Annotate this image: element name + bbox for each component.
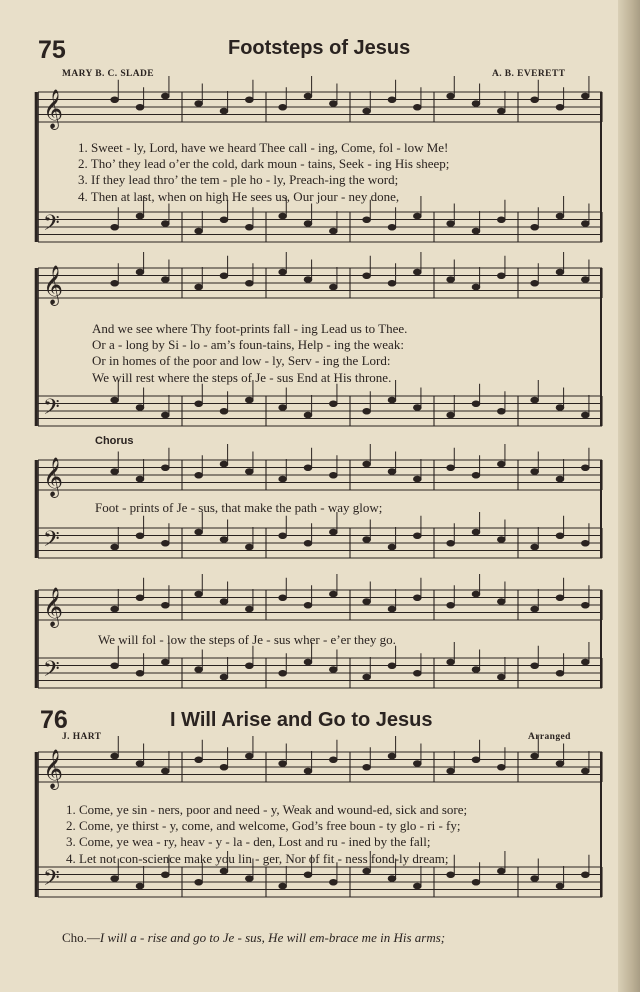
note-head <box>363 217 371 223</box>
note-head <box>388 224 396 230</box>
music-credit: A. B. EVERETT <box>492 69 566 79</box>
note-head <box>581 602 589 608</box>
note-head <box>413 405 421 411</box>
note-head <box>472 591 480 597</box>
note-head <box>245 280 253 286</box>
note-head <box>161 465 169 471</box>
verse-line: We will rest where the steps of Je - sus End at His throne. <box>92 369 392 385</box>
bass-clef: 𝄢 <box>43 527 60 557</box>
note-head <box>531 753 539 759</box>
note-head <box>581 659 589 665</box>
note-head <box>304 221 312 227</box>
note-head <box>136 269 144 275</box>
note-head <box>220 764 228 770</box>
note-head <box>111 469 119 475</box>
note-head <box>245 876 253 882</box>
verse-line: 2. Tho’ they lead o’er the cold, dark moun - tains, Seek - ing His sheep; <box>78 156 450 172</box>
note-head <box>363 408 371 414</box>
note-head <box>161 768 169 774</box>
note-head <box>161 93 169 99</box>
note-head <box>388 606 396 612</box>
note-head <box>329 228 337 234</box>
note-head <box>245 606 253 612</box>
treble-clef: 𝄞 <box>43 587 64 627</box>
note-head <box>220 408 228 414</box>
note-head <box>220 868 228 874</box>
note-head <box>161 277 169 283</box>
note-head <box>447 659 455 665</box>
verse-line: 4. Let not con-science make you lin - ger, Nor of fit - ness fond-ly dream; <box>66 850 449 866</box>
note-head <box>472 228 480 234</box>
note-head <box>195 228 203 234</box>
note-head <box>556 533 564 539</box>
verse-lyrics-part2 <box>92 321 407 386</box>
note-head <box>413 213 421 219</box>
note-head <box>304 465 312 471</box>
note-head <box>581 540 589 546</box>
note-head <box>329 401 337 407</box>
note-head <box>388 753 396 759</box>
note-head <box>111 280 119 286</box>
note-head <box>556 761 564 767</box>
treble-clef: 𝄞 <box>43 457 64 497</box>
note-head <box>447 412 455 418</box>
note-head <box>556 213 564 219</box>
note-head <box>497 764 505 770</box>
note-head <box>388 469 396 475</box>
note-head <box>413 883 421 889</box>
note-head <box>111 663 119 669</box>
note-head <box>447 465 455 471</box>
note-head <box>556 670 564 676</box>
note-head <box>497 108 505 114</box>
words-credit: MARY B. C. SLADE <box>62 69 155 79</box>
chorus-line-1: Foot - prints of Je - sus, that make the path - way glow; <box>95 500 383 515</box>
note-head <box>447 93 455 99</box>
note-head <box>329 284 337 290</box>
note-head <box>136 104 144 110</box>
note-head <box>531 224 539 230</box>
note-head <box>531 663 539 669</box>
note-head <box>447 540 455 546</box>
note-head <box>472 879 480 885</box>
note-head <box>136 533 144 539</box>
note-head <box>161 872 169 878</box>
hymn-title: Footsteps of Jesus <box>228 37 411 59</box>
note-head <box>472 472 480 478</box>
note-head <box>279 883 287 889</box>
note-head <box>413 476 421 482</box>
note-head <box>363 599 371 605</box>
note-head <box>531 606 539 612</box>
note-head <box>304 659 312 665</box>
note-head <box>195 472 203 478</box>
chorus-prefix: Cho.— <box>62 930 100 945</box>
note-head <box>363 674 371 680</box>
verse-line: 1. Come, ye sin - ners, poor and need - y, Weak and wound-ed, sick and sore; <box>66 802 468 817</box>
note-head <box>497 408 505 414</box>
note-head <box>245 663 253 669</box>
note-head <box>413 761 421 767</box>
note-head <box>304 412 312 418</box>
note-head <box>329 472 337 478</box>
chorus-line-2: We will fol - low the steps of Je - sus wher - e’er they go. <box>98 632 396 647</box>
note-head <box>531 876 539 882</box>
bass-clef: 𝄢 <box>43 211 60 241</box>
note-head <box>136 405 144 411</box>
hymn-number: 76 <box>40 706 68 734</box>
note-head <box>220 537 228 543</box>
note-head <box>556 595 564 601</box>
note-head <box>329 879 337 885</box>
verse-line: 4. Then at last, when on high He sees us, Our jour - ney done, <box>78 188 400 204</box>
note-head <box>413 104 421 110</box>
note-head <box>279 595 287 601</box>
note-head <box>447 277 455 283</box>
note-head <box>497 599 505 605</box>
chorus-footer <box>62 930 445 946</box>
note-head <box>111 544 119 550</box>
note-head <box>388 876 396 882</box>
note-head <box>329 101 337 107</box>
note-head <box>531 280 539 286</box>
note-head <box>581 93 589 99</box>
note-head <box>220 273 228 279</box>
note-head <box>581 221 589 227</box>
note-head <box>329 667 337 673</box>
note-head <box>279 269 287 275</box>
bass-clef: 𝄢 <box>43 657 60 687</box>
note-head <box>195 757 203 763</box>
note-head <box>111 224 119 230</box>
note-head <box>245 224 253 230</box>
note-head <box>195 879 203 885</box>
note-head <box>245 397 253 403</box>
note-head <box>195 401 203 407</box>
note-head <box>388 97 396 103</box>
note-head <box>472 284 480 290</box>
note-head <box>304 540 312 546</box>
note-head <box>195 529 203 535</box>
note-head <box>279 213 287 219</box>
verse-lyrics-part1 <box>78 140 449 205</box>
note-head <box>161 412 169 418</box>
note-head <box>447 221 455 227</box>
verse-line: 1. Sweet - ly, Lord, have we heard Thee call - ing, Come, fol - low Me! <box>78 140 449 155</box>
note-head <box>136 476 144 482</box>
note-head <box>388 397 396 403</box>
note-head <box>447 602 455 608</box>
note-head <box>220 674 228 680</box>
verse-line: 3. If they lead thro’ the tem - ple ho - ly, Preach-ing the word; <box>78 172 399 188</box>
note-head <box>304 602 312 608</box>
note-head <box>388 663 396 669</box>
note-head <box>161 659 169 665</box>
note-head <box>531 97 539 103</box>
treble-clef: 𝄞 <box>43 749 64 789</box>
verse-line: 3. Come, ye wea - ry, heav - y - la - den, Lost and ru - ined by the fall; <box>66 834 431 850</box>
note-head <box>363 273 371 279</box>
note-head <box>472 757 480 763</box>
note-head <box>304 277 312 283</box>
note-head <box>447 768 455 774</box>
chorus-text: I will a - rise and go to Je - sus, He will em-brace me in His arms; <box>99 930 446 945</box>
note-head <box>245 753 253 759</box>
note-head <box>136 213 144 219</box>
verse-line: Or a - long by Si - lo - am’s foun-tains, Help - ing the weak: <box>92 337 404 353</box>
note-head <box>556 104 564 110</box>
note-head <box>497 461 505 467</box>
note-head <box>581 872 589 878</box>
note-head <box>581 412 589 418</box>
note-head <box>556 883 564 889</box>
note-head <box>581 768 589 774</box>
note-head <box>413 269 421 275</box>
note-head <box>329 591 337 597</box>
note-head <box>136 883 144 889</box>
note-head <box>531 397 539 403</box>
note-head <box>195 591 203 597</box>
note-head <box>388 544 396 550</box>
note-head <box>413 595 421 601</box>
note-head <box>279 533 287 539</box>
note-head <box>363 868 371 874</box>
note-head <box>195 667 203 673</box>
verse-line: And we see where Thy foot-prints fall - ing Lead us to Thee. <box>92 321 408 336</box>
note-head <box>531 544 539 550</box>
note-head <box>220 217 228 223</box>
note-head <box>581 465 589 471</box>
note-head <box>304 872 312 878</box>
note-head <box>497 674 505 680</box>
note-head <box>363 108 371 114</box>
note-head <box>220 461 228 467</box>
verse-lyrics <box>66 802 467 867</box>
chorus-label: Chorus <box>95 435 134 447</box>
note-head <box>111 753 119 759</box>
treble-clef: 𝄞 <box>43 89 64 129</box>
note-head <box>245 469 253 475</box>
note-head <box>279 405 287 411</box>
note-head <box>111 876 119 882</box>
note-head <box>447 872 455 878</box>
note-head <box>556 269 564 275</box>
note-head <box>136 670 144 676</box>
note-head <box>111 97 119 103</box>
note-head <box>111 397 119 403</box>
note-head <box>497 273 505 279</box>
note-head <box>472 401 480 407</box>
note-head <box>497 868 505 874</box>
note-head <box>581 277 589 283</box>
note-head <box>136 761 144 767</box>
note-head <box>136 595 144 601</box>
note-head <box>195 284 203 290</box>
verse-line: 2. Come, ye thirst - y, come, and welcome, God’s free boun - ty glo - ri - fy; <box>66 818 461 834</box>
note-head <box>413 533 421 539</box>
bass-clef: 𝄢 <box>43 866 60 896</box>
note-head <box>472 101 480 107</box>
note-head <box>531 469 539 475</box>
note-head <box>161 540 169 546</box>
note-head <box>472 667 480 673</box>
note-head <box>472 529 480 535</box>
note-head <box>388 280 396 286</box>
note-head <box>245 544 253 550</box>
note-head <box>161 221 169 227</box>
note-head <box>111 606 119 612</box>
note-head <box>497 217 505 223</box>
bass-clef: 𝄢 <box>43 395 60 425</box>
note-head <box>363 537 371 543</box>
note-head <box>363 461 371 467</box>
treble-clef: 𝄞 <box>43 265 64 305</box>
note-head <box>279 761 287 767</box>
hymn-title: I Will Arise and Go to Jesus <box>170 709 433 731</box>
verse-line: Or in homes of the poor and low - ly, Serv - ing the Lord: <box>92 353 391 369</box>
note-head <box>220 108 228 114</box>
note-head <box>195 101 203 107</box>
note-head <box>556 405 564 411</box>
note-head <box>279 670 287 676</box>
note-head <box>304 93 312 99</box>
note-head <box>413 670 421 676</box>
note-head <box>245 97 253 103</box>
note-head <box>161 602 169 608</box>
words-credit: J. HART <box>62 732 102 742</box>
note-head <box>279 476 287 482</box>
note-head <box>329 529 337 535</box>
music-credit: Arranged <box>528 732 571 742</box>
note-head <box>220 599 228 605</box>
note-head <box>329 757 337 763</box>
note-head <box>304 768 312 774</box>
note-head <box>363 764 371 770</box>
note-head <box>556 476 564 482</box>
note-head <box>497 537 505 543</box>
hymn-number: 75 <box>38 36 66 64</box>
note-head <box>279 104 287 110</box>
